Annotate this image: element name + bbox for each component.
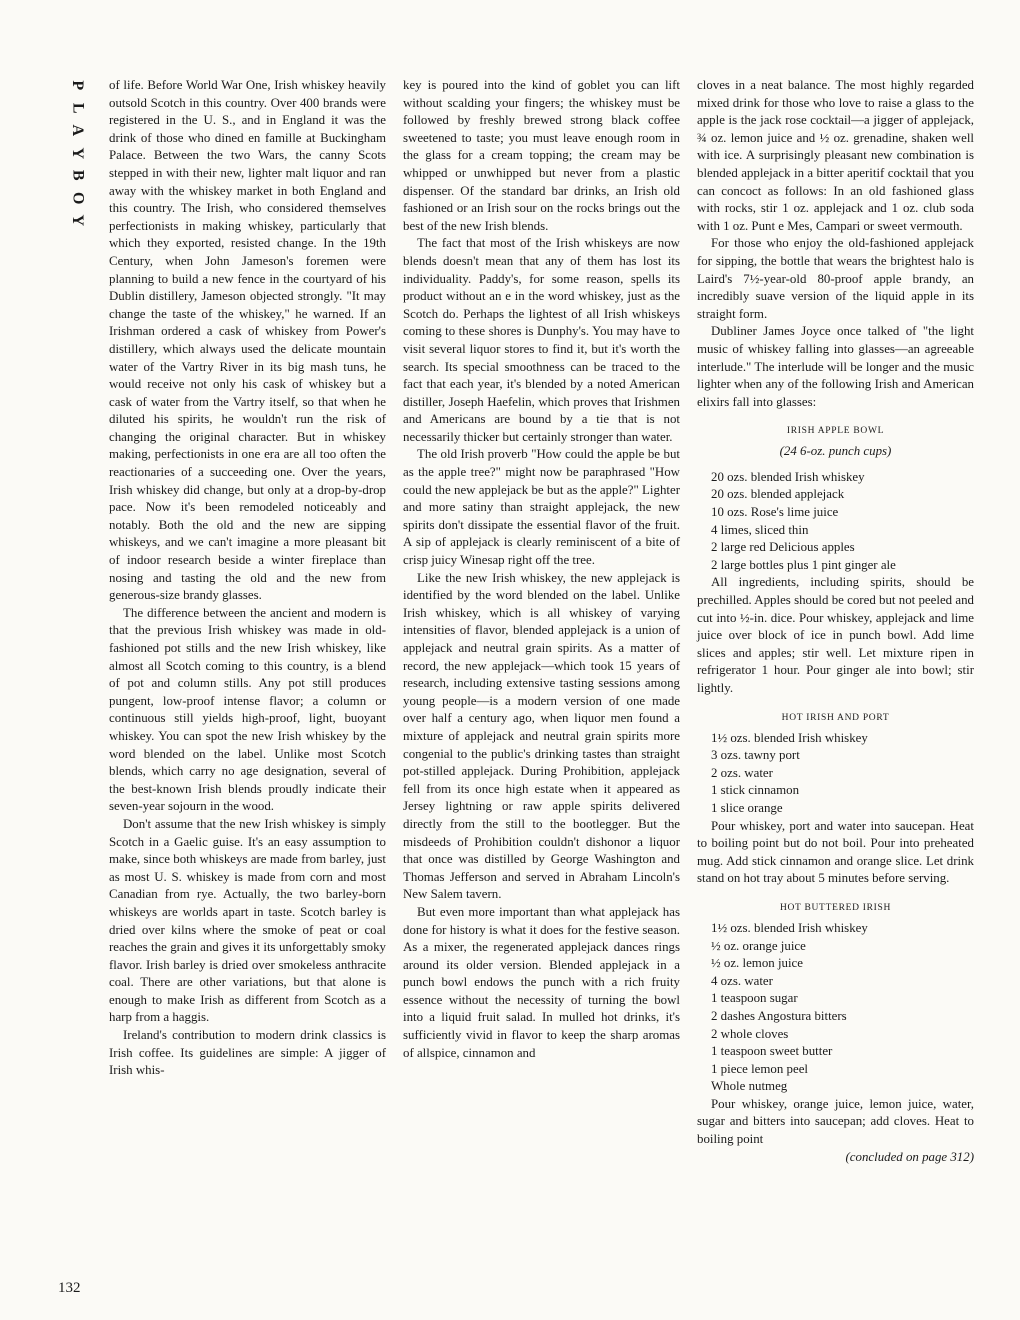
ingredient: 10 ozs. Rose's lime juice [711, 505, 839, 520]
ingredient: 2 whole cloves [711, 1026, 789, 1041]
masthead-letter: A [69, 124, 87, 137]
continuation-note: (concluded on page 312) [845, 1149, 974, 1164]
page-number: 132 [58, 1280, 81, 1296]
paragraph: The fact that most of the Irish whiskeys are now blends doesn't mean that any of them has lost its individuality. Paddy's, for some reason, spells its product without an e in the word whiskey, just as the Scotch do. Perhaps the lightest of all Irish whiskeys coming to these shores is Dunphy's. You may have to visit several liquor stores to find it, but it's worth the search. Its special smoothness can be traced to the fact that each year, it's blended by a noted American distiller, Joseph Haefelin, which proves that Irishmen and Americans are bound by a tie that is not necessarily thicker but certainly stronger than water. [403, 236, 680, 444]
recipe-directions: Pour whiskey, port and water into saucepan. Heat to boiling point but do not boil. Pour into preheated mug. Add stick cinnamon and orange slice. Let drink stand on hot tray about 5 minutes before serving. [697, 818, 974, 886]
paragraph: Like the new Irish whiskey, the new applejack is identified by the word blended on the label. Unlike Irish whiskey, which is all whiskey of varying intensities of flavor, blended applejack is a union of applejack and neutral grain spirits. As a matter of record, the new applejack—which took 15 years of research, including extensive tasting sessions among young people—is a modern version of one made over half a century ago, when liquor men found a mixture of applejack and neutral grain spirits more congenial to the public's drinking tastes than straight pot-stilled applejack. During Prohibition, applejack fell from its once high estate when it appeared as Jersey lightning or raw apple spirits delivered directly from the still to the bootlegger. But the misdeeds of Prohibition couldn't dishonor a liquor that once was distilled by George Washington and Thomas Jefferson and served in Abraham Lincoln's New Salem tavern. [403, 570, 680, 902]
ingredient: 20 ozs. blended Irish whiskey [711, 469, 865, 484]
paragraph: For those who enjoy the old-fashioned applejack for sipping, the bottle that wears the brightest halo is Laird's 7½-year-old 80-proof apple brandy, an incredibly suave version of the liquid apple in its straight form. [697, 236, 974, 321]
ingredient: 1 stick cinnamon [711, 783, 800, 798]
recipe-title: HOT IRISH AND PORT [781, 712, 890, 723]
ingredient: Whole nutmeg [711, 1079, 788, 1094]
ingredient: 1 teaspoon sweet butter [711, 1044, 833, 1059]
paragraph: Dubliner James Joyce once talked of "the light music of whiskey falling into glasses—an agreeable interlude." The interlude will be longer and the music lighter when any of the following Irish and American elixirs fall into glasses: [697, 324, 974, 409]
ingredient-list [697, 469, 974, 575]
article-column-1 [109, 77, 386, 1080]
ingredient: 1½ ozs. blended Irish whiskey [711, 920, 868, 935]
article-column-3 [697, 77, 974, 1166]
paragraph: The difference between the ancient and modern is that the previous Irish whiskey was made in old-fashioned pot stills and the new Irish whiskey, like almost all Scotch coming to this country, is a blend of pot and column stills. Any pot still produces pungent, low-proof intense flavor; a column or continuous still yields high-proof, light, buoyant whiskey. You can spot the new Irish whiskey by the word blended on the label. Unlike most Scotch blends, which carry no age designation, several of the best-known Irish blends proudly indicate their seven-year sojourn in the wood. [109, 605, 386, 814]
paragraph: cloves in a neat balance. The most highly regarded mixed drink for those who love to raise a glass to the apple is the jack rose cocktail—a jigger of applejack, ¾ oz. lemon juice and ½ oz. grenadine, shaken well with ice. A surprisingly pleasant new combination is blended applejack in a bitter aperitif cocktail that you can concoct as follows: In an old fashioned glass with rocks, stir 1 oz. applejack and 1 oz. club soda with 1 oz. Punt e Mes, Campari or sweet vermouth. [697, 78, 974, 233]
ingredient: 4 limes, sliced thin [711, 522, 809, 537]
ingredient: 1 slice orange [711, 800, 783, 815]
masthead-letter: P [69, 80, 87, 91]
paragraph: of life. Before World War One, Irish whiskey heavily outsold Scotch in this country. Over 400 brands were registered in the U. S., and in England it was the drink of those who dined en famille at Buckingham Palace. Between the two Wars, the canny Scots stepped in with their new, lighter malt liquor and ran away with the whiskey market in both England and this country. The Irish, who considered themselves perfectionists in making whiskey, particularly that which they exported, resisted change. In the 19th Century, when John Jameson's foremen were planning to build a new fence in the courtyard of his Dublin distillery, Jameson objected strongly. "It may change the taste of the whiskey," he warned. If an Irishman ordered a cask of whiskey from Power's distillery, which always used the delicate mountain water of the Vartry River in its big mash tuns, he would receive not only his cask of whiskey but a cask of water from the Vartry itself, so that when he diluted his spirits, he wouldn't run the risk of changing the original character. But in whiskey making, perfectionists in one era are all too often the reactionaries of a succeeding one. Over the years, Irish whiskey did change, but only at a drop-by-drop pace. Now it's been remodeled noticeably and notably. Both the old and the new are sipping whiskeys, and we can't imagine a more pleasant bit of indoor research beside a winter fireplace than nosing and tasting the old and the new from generous-size brandy glasses. [109, 78, 386, 603]
ingredient: 20 ozs. blended applejack [711, 487, 845, 502]
ingredient-list [697, 730, 974, 818]
paragraph: The old Irish proverb "How could the apple be but as the apple tree?" might now be paraphrased "How could the new applejack be but as the apple?" Lighter and more satiny than straight applejack, the new spirits don't dissipate the essential flavor of the fruit. A sip of applejack is clearly reminiscent of a bite of crisp juicy Winesap right off the tree. [403, 447, 680, 568]
ingredient: ½ oz. lemon juice [711, 956, 803, 971]
recipe-hot-irish-and-port [697, 710, 974, 888]
ingredient: 2 large bottles plus 1 pint ginger ale [711, 557, 896, 572]
masthead-letter: Y [69, 214, 87, 227]
ingredient: ½ oz. orange juice [711, 938, 806, 953]
masthead-letter: O [69, 191, 87, 204]
paragraph: key is poured into the kind of goblet you can lift without scalding your fingers; the whiskey must be followed by freshly brewed strong black coffee sweetened to taste; you must leave enough room in the glass for a cream topping; the cream may be whipped or unwhipped but never from a plastic dispenser. Of the standard bar drinks, an Irish old fashioned or an Irish sour on the rocks brings out the best of the new Irish blends. [403, 78, 680, 233]
paragraph: But even more important than what applejack has done for history is what it does for the festive season. As a mixer, the regenerated applejack dances rings around its older version. Blended applejack in a punch bowl endows the punch with a rich fruity essence without the necessity of turning the bowl into a liquid fruit salad. In mulled hot drinks, it's sufficiently vivid in flavor to keep the sharp aromas of allspice, cinnamon and [403, 904, 680, 1060]
ingredient: 1½ ozs. blended Irish whiskey [711, 730, 868, 745]
ingredient-list [697, 920, 974, 1096]
paragraph: Don't assume that the new Irish whiskey is simply Scotch in a Gaelic guise. It's an easy assumption to make, since both whiskeys are made from barley, just as most U. S. whiskey is made from corn and most Canadian from rye. Actually, the two barley-born whiskeys are worlds apart in taste. Scotch barley is dried over kilns where the smoke of peat or coal reaches the grain and gives it its unforgettably smoky flavor. Irish barley is dried over smokeless anthracite coal. There are other variations, but that alone is enough to make Irish as different from Scotch as a harp from a haggis. [109, 816, 386, 1025]
masthead-letter: L [69, 102, 87, 114]
ingredient: 1 teaspoon sugar [711, 991, 798, 1006]
ingredient: 3 ozs. tawny port [711, 748, 800, 763]
magazine-masthead-vertical [64, 74, 90, 232]
masthead-letter: Y [69, 146, 87, 159]
recipe-irish-apple-bowl [697, 423, 974, 697]
recipe-hot-buttered-irish [697, 900, 974, 1149]
masthead-letter: B [69, 169, 87, 181]
ingredient: 2 large red Delicious apples [711, 540, 855, 555]
ingredient: 2 ozs. water [711, 765, 773, 780]
recipe-yield: (24 6-oz. punch cups) [779, 444, 892, 459]
ingredient: 1 piece lemon peel [711, 1061, 808, 1076]
recipe-title: IRISH APPLE BOWL [786, 426, 885, 437]
ingredient: 4 ozs. water [711, 973, 773, 988]
recipe-directions: All ingredients, including spirits, should be prechilled. Apples should be cored but not peeled and cut into ½-in. dice. Pour whiskey, applejack and lime juice over block of ice in punch bowl. Add lime slices and apples; stir well. Let mixture ripen in refrigerator 1 hour. Pour ginger ale into bowl; stir lightly. [697, 575, 974, 695]
article-column-2 [403, 77, 680, 1062]
recipe-directions: Pour whiskey, orange juice, lemon juice, water, sugar and bitters into saucepan; add cloves. Heat to boiling point [697, 1096, 974, 1147]
recipe-title: HOT BUTTERED IRISH [779, 902, 892, 913]
ingredient: 2 dashes Angostura bitters [711, 1008, 847, 1023]
paragraph: Ireland's contribution to modern drink classics is Irish coffee. Its guidelines are simple: A jigger of Irish whis- [109, 1028, 386, 1078]
